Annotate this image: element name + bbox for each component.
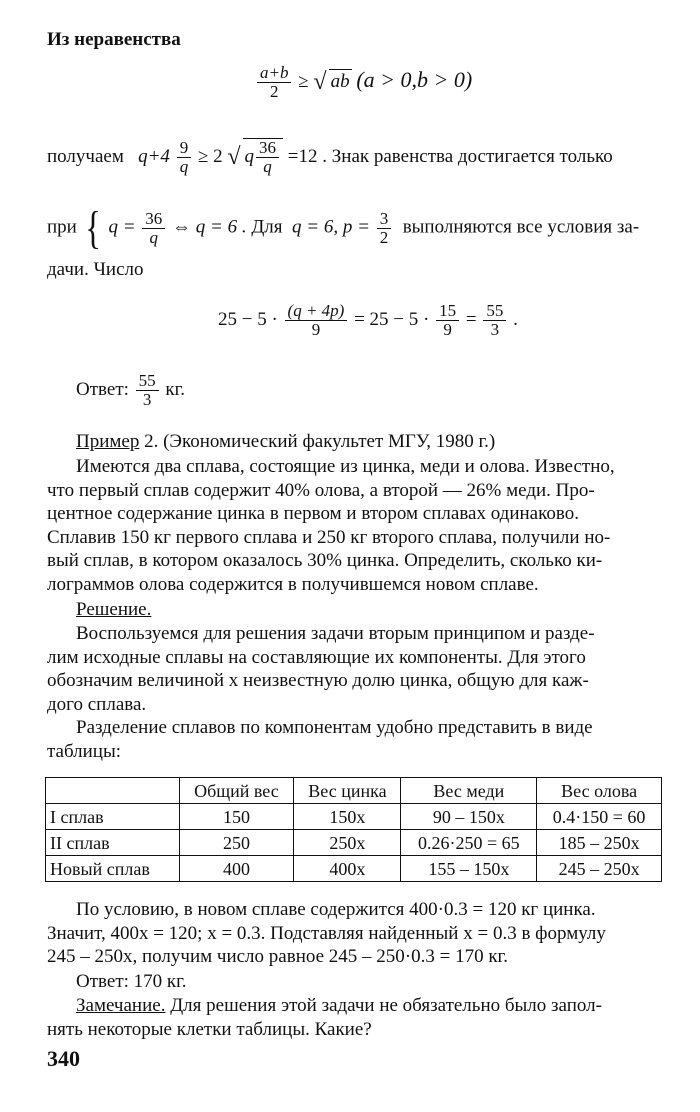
conclusion-text: По условию, в новом сплаве содержится 400·0.3 = 120 кг цинка. Значит, 400x = 120; x = 0.3. Подставляя найденный x = 0.3 в формулу 245 – 250x, получим число равное 245 – 250·0.3 = 170 кг. [47,899,606,967]
remark: Замечание. Для решения этой задачи не обязательно было запол- [76,995,602,1016]
example-title: Пример 2. (Экономический факультет МГУ, 1980 г.) [76,431,496,452]
table-row: Новый сплав 400 400x 155 – 150x 245 – 250x [46,856,662,882]
solution-text: Воспользуемся для решения задачи вторым принципом и разде- лим исходные сплавы на составляющие их компоненты. Для этого обозначим величиной x неизвестную долю цинка, общую для каж- дого сплава. Разделение сплавов по компонентам удобно представить в виде таблицы: [47,623,595,762]
alloy-table [45,777,662,882]
problem-text: Имеются два сплава, состоящие из цинка, меди и олова. Известно, что первый сплав содержит 40% олова, а второй — 26% меди. Про- центное содержание цинка в первом и втором сплавах одинаково. Сплавив 150 кг первого сплава и 250 кг второго сплава, получили но- вый сплав, в котором оказалось 30% цинка. Определить, сколько ки- лограммов олова содержится в получившемся новом сплаве. [47,456,615,595]
am-gm-formula: $\frac{a+b}{2}$ ≥ √ ab (a > 0,b > 0) [255,64,472,101]
intro-text: Из неравенства [47,29,181,50]
table-row: II сплав 250 250x 0.26·250 = 65 185 – 250x [46,830,662,856]
page-number: 340 [47,1046,80,1071]
final-answer: Ответ: 170 кг. [76,971,187,992]
answer-formula: Ответ: $\frac{55}{3}$ кг. [76,371,186,409]
table-row: I сплав 150 150x 90 – 150x 0.4·150 = 60 [46,804,662,830]
task-line: дачи. Число [47,259,144,280]
inequality-line: получаем q+4 $\frac{9}{q}$ ≥ 2 √ q $\frac{36}{q}$ =12 . Знак равенства достигается только [47,138,613,176]
equality-condition-line: при { q = $\frac{36}{q}$ ⇔ q = 6 . Для q = 6, p = $\frac{3}{2}$ выполняются все условия за- [47,202,640,253]
am-gm-fraction: $\frac{a+b}{2}$ [257,64,291,101]
table-header-row: Общий вес Вес цинка Вес меди Вес олова [46,778,662,804]
calculation-formula: 25 − 5 · $\frac{(q + 4p)}{9}$ = 25 − 5 · $\frac{15}{9}$ = $\frac{55}{3}$ . [218,301,518,339]
solution-label: Решение. [76,599,152,620]
remark-continuation: нять некоторые клетки таблицы. Какие? [47,1019,372,1040]
